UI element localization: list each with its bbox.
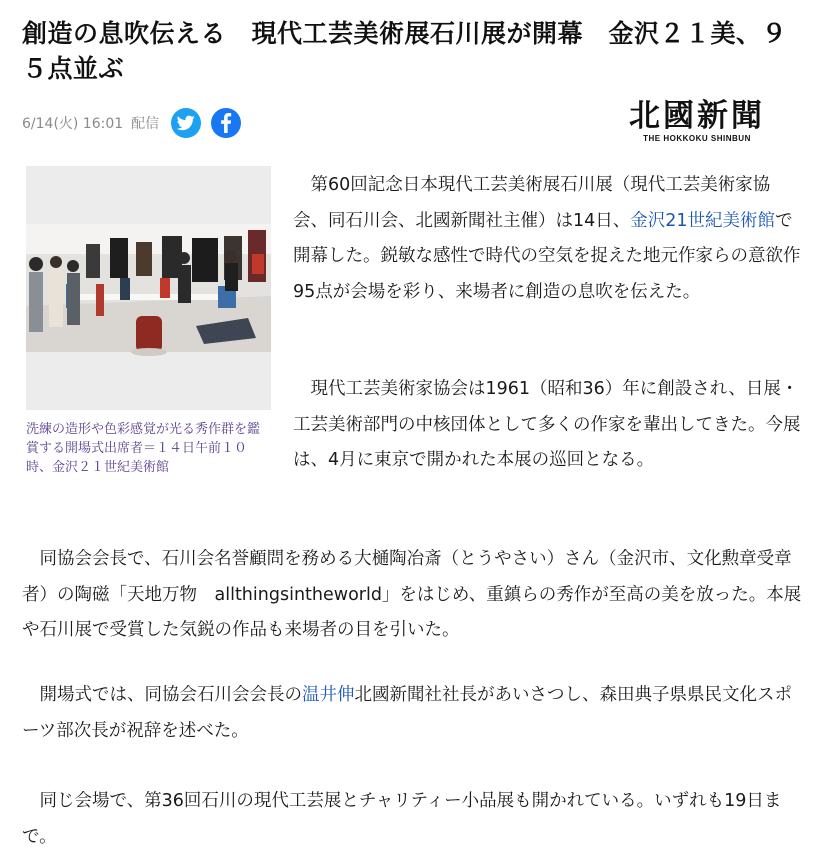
paragraph-text: で開幕した。鋭敏な感性で時代の空気を捉えた地元作家らの意欲作95点が会場を彩り、来場者に創造の息吹を伝えた。 — [293, 210, 801, 302]
article-paragraph-1 — [293, 168, 805, 310]
article-meta — [22, 106, 241, 140]
publish-date: 6/14(火) 16:01 — [22, 116, 124, 132]
publisher-logo-subtitle: THE HOKKOKU SHINBUN — [643, 134, 751, 143]
article-paragraph-5: 同じ会場で、第36回石川の現代工芸展とチャリティー小品展も開かれている。いずれも19日まで。 — [22, 791, 782, 847]
article-paragraph-2: 現代工芸美術家協会は1961（昭和36）年に創設され、日展・工芸美術部門の中核団体として多くの作家を輩出してきた。今展は、4月に東京で開かれた本展の巡回となる。 — [293, 379, 801, 470]
facebook-f-icon — [220, 113, 232, 133]
twitter-bird-icon — [177, 115, 195, 131]
delivered-label: 配信 — [131, 116, 160, 132]
article-headline: 創造の息吹伝える 現代工芸美術展石川展が開幕 金沢２１美、９５点並ぶ — [22, 19, 788, 83]
nukui-shin-link[interactable]: 温井伸 — [302, 685, 355, 705]
article-paragraph-3: 同協会会長で、石川会名誉顧問を務める大樋陶冶斎（とうやさい）さん（金沢市、文化勲章受章者）の陶磁「天地万物 allthingsintheworld」をはじめ、重鎮らの秀作が至高の美を放った。本展や石川展で受賞した気鋭の作品も来場者の目を引いた。 — [22, 549, 802, 640]
article-photo[interactable] — [26, 166, 271, 410]
publisher-logo[interactable] — [606, 98, 788, 148]
publisher-logo-name: 北國新聞 — [629, 98, 765, 134]
paragraph-text: 開場式では、同協会石川会会長の — [39, 685, 302, 705]
twitter-share-button[interactable] — [171, 108, 201, 138]
exhibition-hall-photo — [26, 166, 271, 410]
paragraph-text: 北國新聞社社長があいさつし、森田典子県県民文化スポーツ部次長が祝辞を述べた。 — [22, 685, 792, 741]
photo-caption: 洗練の造形や色彩感覚が光る秀作群を鑑賞する開場式出席者＝１４日午前１０時、金沢２１世紀美術館 — [26, 422, 261, 475]
kanazawa-21st-century-museum-link[interactable]: 金沢21世紀美術館 — [630, 210, 776, 231]
paragraph-text: 第60回記念日本現代工芸美術展石川展（現代工芸美術家協会、同石川会、北國新聞社主催）は14日、 — [293, 175, 771, 231]
facebook-share-button[interactable] — [211, 108, 241, 138]
article-paragraph-4 — [22, 678, 807, 749]
